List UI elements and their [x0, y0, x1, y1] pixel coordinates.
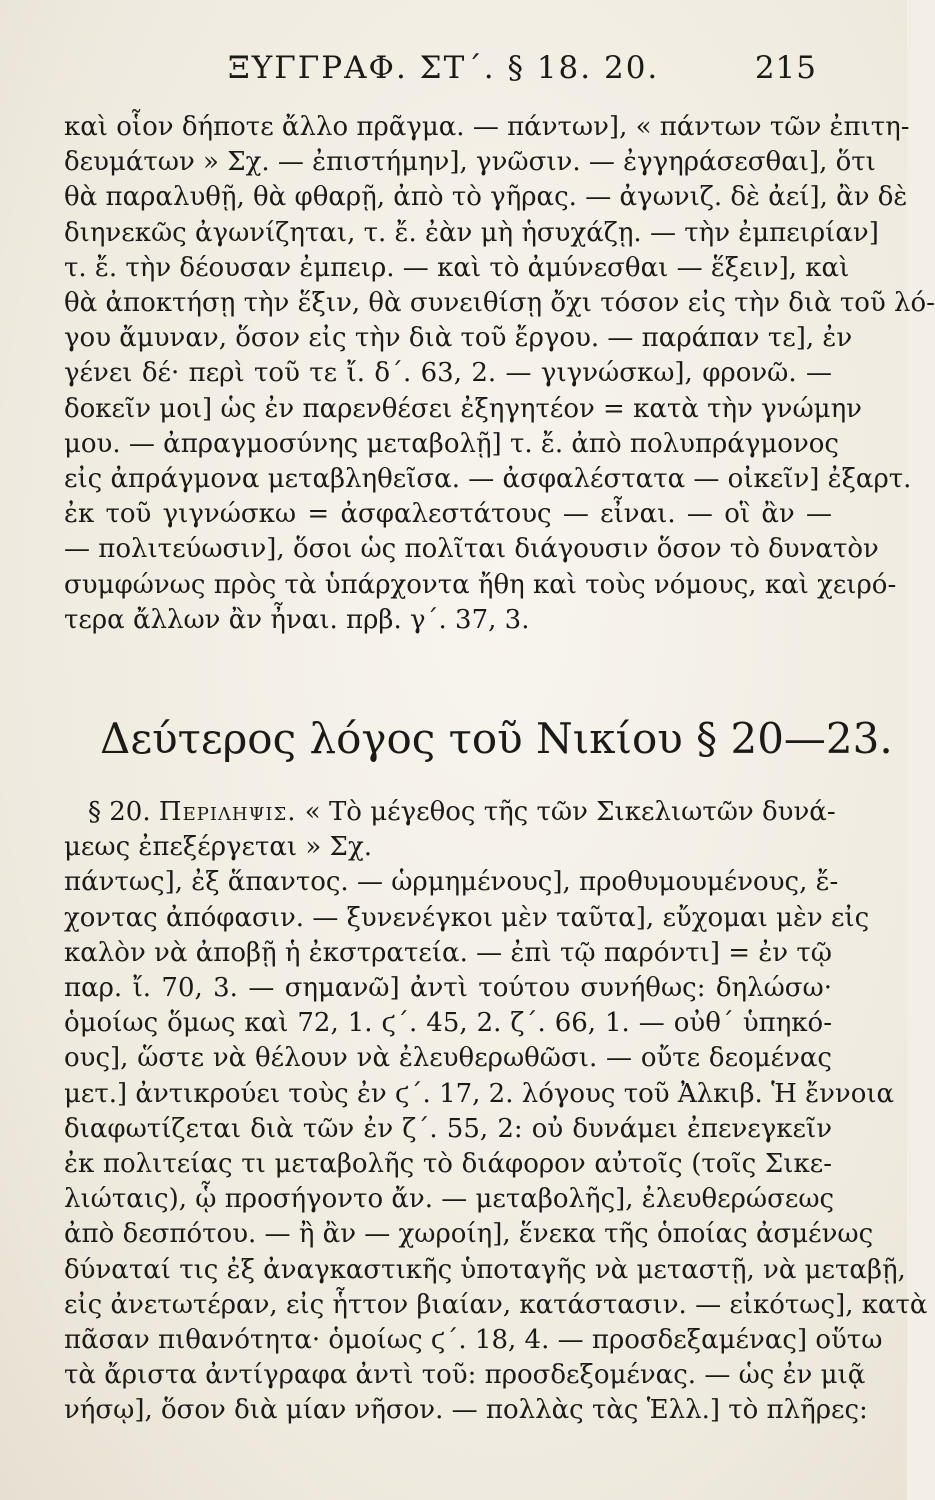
text-line: διαφωτίζεται διὰ τῶν ἐν ζ΄. 55, 2: οὐ δυνάμει ἐπενεγκεῖν [64, 1113, 832, 1144]
text-line: τερα ἄλλων ἂν ἦναι. πρβ. γ΄. 37, 3. [64, 604, 530, 635]
text-line: πᾶσαν πιθανότητα· ὁμοίως ϛ΄. 18, 4. — προσδεξαμένας] οὕτω [64, 1325, 883, 1356]
text-line: νήσῳ], ὅσον διὰ μίαν νῆσον. — πολλὰς τὰς Ἑλλ.] τὸ πλῆρες: [64, 1395, 868, 1426]
text-line: θὰ παραλυθῇ, θὰ φθαρῇ, ἀπὸ τὸ γῆρας. — ἀγωνιζ. δὲ ἀεί], ἂν δὲ [64, 182, 908, 213]
text-line: δοκεῖν μοι] ὡς ἐν παρενθέσει ἐξηγητέον = κατὰ τὴν γνώμην [64, 393, 862, 424]
summary-label: Περιληψις. [158, 797, 297, 827]
text-line: ὁμοίως ὅμως καὶ 72, 1. ϛ΄. 45, 2. ζ΄. 66, 1. — οὐθ΄ ὑπηκό- [64, 1008, 832, 1039]
text-line: ἀπὸ δεσπότου. — ἢ ἂν — χωροίη], ἕνεκα τῆς ὁποίας ἀσμένως [64, 1219, 874, 1250]
text-line: καὶ οἷον δήποτε ἄλλο πρᾶγμα. — πάντων], « πάντων τῶν ἐπιτη- [64, 112, 910, 142]
text-line: συμφώνως πρὸς τὰ ὑπάρχοντα ἤθη καὶ τοὺς νόμους, καὶ χειρό- [64, 569, 897, 600]
commentary-section-18 [64, 110, 935, 638]
text-line: λιώταις), ᾧ προσήγοντο ἄν. — μεταβολῆς], ἐλευθερώσεως [64, 1184, 835, 1215]
text-line: ἐκ πολιτείας τι μεταβολῆς τὸ διάφορον αὐτοῖς (τοῖς Σικε- [64, 1149, 832, 1180]
text-line: μεως ἐπεξέργεται » Σχ. [64, 832, 372, 863]
first-line-text: « Τὸ μέγεθος τῆς τῶν Σικελιωτῶν δυνά- [304, 797, 836, 827]
text-line: εἰς ἀνετωτέραν, εἰς ἧττον βιαίαν, κατάστασιν. — εἰκότως], κατὰ [64, 1289, 928, 1320]
section-first-line [64, 795, 836, 830]
text-line: γου ἄμυναν, ὅσον εἰς τὴν διὰ τοῦ ἔργου. — παράπαν τε], ἐν [64, 323, 853, 354]
text-line: γένει δέ· περὶ τοῦ τε ἴ. δ΄. 63, 2. — γιγνώσκω], φρονῶ. — [64, 358, 832, 389]
text-line: τ. ἔ. τὴν δέουσαν ἐμπειρ. — καὶ τὸ ἀμύνεσθαι — ἕξειν], καὶ [64, 252, 850, 283]
section-number: § 20. [88, 797, 151, 827]
commentary-section-20 [64, 795, 928, 1429]
text-line: ους], ὥστε νὰ θέλουν νὰ ἐλευθερωθῶσι. — οὔτε δεομένας [64, 1043, 832, 1074]
running-title: ΞΥΓΓΡΑΦ. ΣΤ΄. § 18. 20. [228, 50, 660, 86]
text-line: δευμάτων » Σχ. — ἐπιστήμην], γνῶσιν. — ἐγγηράσεσθαι], ὅτι [64, 147, 876, 178]
page-number: 215 [754, 50, 817, 86]
text-line: μετ.] ἀντικρούει τοὺς ἐν ϛ΄. 17, 2. λόγους τοῦ Ἀλκιβ. Ἡ ἔννοια [64, 1078, 895, 1109]
text-line: χοντας ἀπόφασιν. — ξυνενέγκοι μὲν ταῦτα], εὔχομαι μὲν εἰς [64, 902, 870, 933]
text-line: ἐκ τοῦ γιγνώσκω = ἀσφαλεστάτους — εἶναι. — οἳ ἂν — [64, 499, 832, 530]
text-line: — πολιτεύωσιν], ὅσοι ὡς πολῖται διάγουσιν ὅσον τὸ δυνατὸν [64, 534, 879, 565]
text-line: παρ. ἴ. 70, 3. — σημανῶ] ἀντὶ τούτου συνήθως: δηλώσω· [64, 973, 832, 1004]
section-heading: Δεύτερος λόγος τοῦ Νικίου § 20—23. [100, 714, 893, 763]
text-line: τὰ ἄριστα ἀντίγραφα ἀντὶ τοῦ: προσδεξομένας. — ὡς ἐν μιᾷ [64, 1360, 866, 1391]
text-line: μου. — ἀπραγμοσύνης μεταβολῇ] τ. ἔ. ἀπὸ πολυπράγμονος [64, 428, 839, 459]
page-header [228, 50, 817, 100]
text-line: καλὸν νὰ ἀποβῇ ἡ ἐκστρατεία. — ἐπὶ τῷ παρόντι] = ἐν τῷ [64, 937, 832, 968]
text-line: εἰς ἀπράγμονα μεταβληθεῖσα. — ἀσφαλέστατα — οἰκεῖν] ἐξαρτ. [64, 464, 912, 495]
text-line: πάντως], ἐξ ἅπαντος. — ὡρμημένους], προθυμουμένους, ἔ- [64, 867, 839, 898]
text-line: θὰ ἀποκτήσῃ τὴν ἕξιν, θὰ συνειθίσῃ ὄχι τόσον εἰς τὴν διὰ τοῦ λό- [64, 288, 935, 319]
text-line: διηνεκῶς ἀγωνίζηται, τ. ἔ. ἐὰν μὴ ἡσυχάζῃ. — τὴν ἐμπειρίαν] [64, 217, 879, 248]
text-line: δύναταί τις ἐξ ἀναγκαστικῆς ὑποταγῆς νὰ μεταστῇ, νὰ μεταβῇ, [64, 1254, 906, 1285]
